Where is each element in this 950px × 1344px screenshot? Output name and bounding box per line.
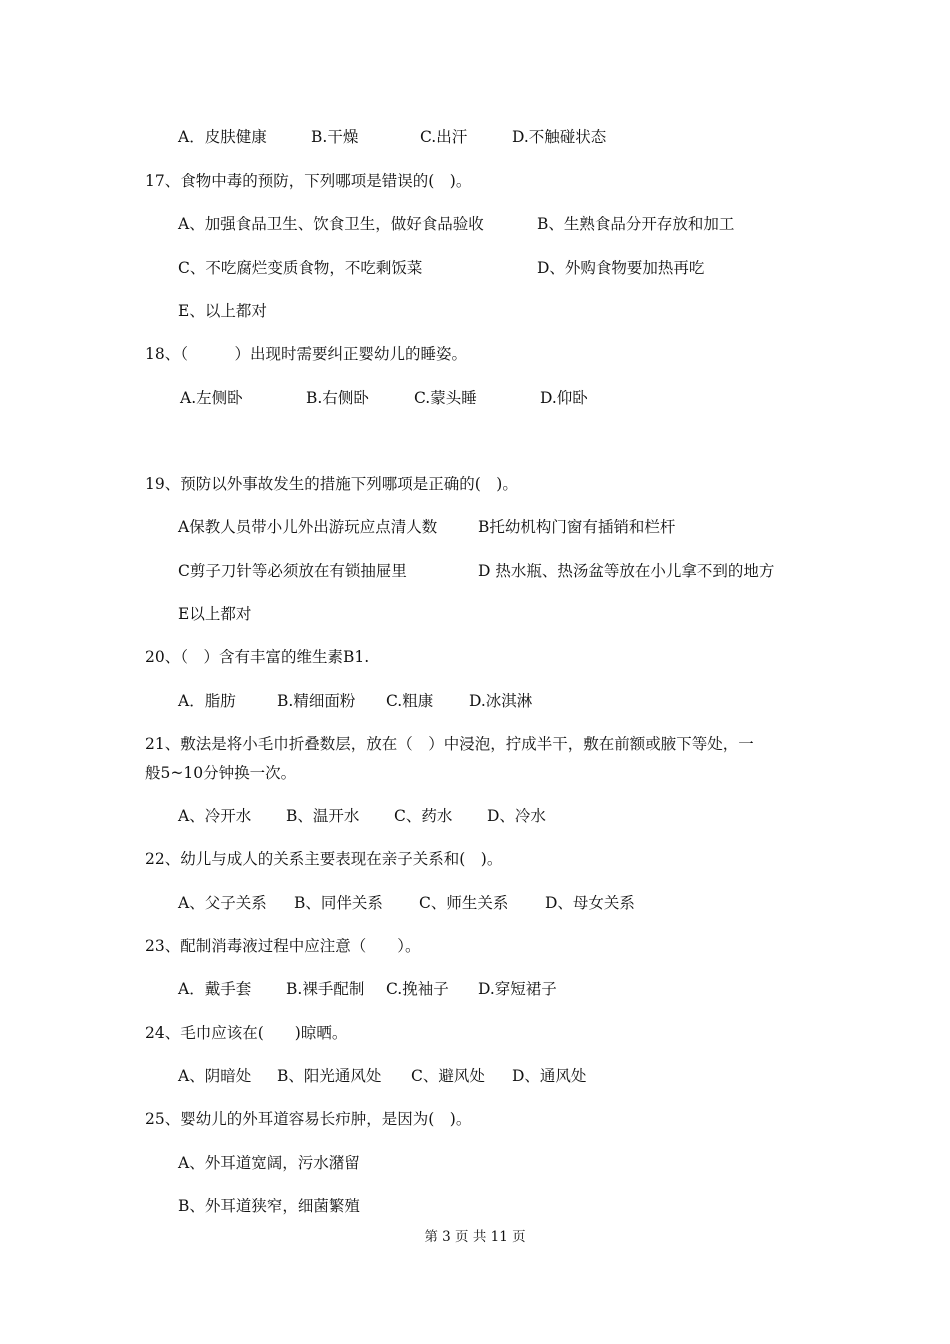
- q21-question-line1: 21、敷法是将小毛巾折叠数层，放在（ ）中浸泡，拧成半干，敷在前额或腋下等处，一: [145, 735, 754, 753]
- q22-option-a: A、父子关系: [178, 894, 267, 912]
- q17-option-b: B、生熟食品分开存放和加工: [537, 215, 735, 233]
- q16-option-d: D.不触碰状态: [512, 128, 607, 146]
- q19-question: 19、预防以外事故发生的措施下列哪项是正确的( )。: [145, 475, 518, 493]
- q19-option-b: B托幼机构门窗有插销和栏杆: [478, 518, 676, 536]
- q16-option-a: A．皮肤健康: [178, 128, 267, 146]
- q23-option-d: D.穿短裙子: [478, 980, 557, 998]
- q23-option-a: A．戴手套: [178, 980, 252, 998]
- q16-option-c: C.出汗: [420, 128, 468, 146]
- q21-option-a: A、冷开水: [178, 807, 252, 825]
- q24-option-b: B、阳光通风处: [277, 1067, 382, 1085]
- q18-option-d: D.仰卧: [540, 389, 588, 407]
- q20-option-c: C.粗康: [386, 692, 434, 710]
- q20-option-b: B.精细面粉: [277, 692, 356, 710]
- q22-question: 22、幼儿与成人的关系主要表现在亲子关系和( )。: [145, 850, 503, 868]
- q22-option-b: B、同伴关系: [294, 894, 383, 912]
- q23-question: 23、配制消毒液过程中应注意（ ）。: [145, 937, 421, 955]
- q23-option-c: C.挽袖子: [386, 980, 449, 998]
- q24-option-a: A、阴暗处: [178, 1067, 252, 1085]
- q16-option-b: B.干燥: [311, 128, 359, 146]
- q25-option-a: A、外耳道宽阔，污水潴留: [178, 1154, 360, 1172]
- q22-option-c: C、师生关系: [419, 894, 509, 912]
- q19-option-d: D 热水瓶、热汤盆等放在小儿拿不到的地方: [478, 562, 775, 580]
- q20-option-a: A．脂肪: [178, 692, 236, 710]
- q20-question: 20、（ ）含有丰富的维生素B1.: [145, 648, 370, 666]
- q17-option-a: A、加强食品卫生、饮食卫生，做好食品验收: [178, 215, 484, 233]
- q18-option-b: B.右侧卧: [306, 389, 369, 407]
- q25-question: 25、婴幼儿的外耳道容易长疖肿，是因为( )。: [145, 1110, 472, 1128]
- q17-question: 17、食物中毒的预防，下列哪项是错误的( )。: [145, 172, 472, 190]
- q19-option-c: C剪子刀针等必须放在有锁抽屉里: [178, 562, 407, 580]
- q19-option-e: E以上都对: [178, 605, 252, 623]
- q25-option-b: B、外耳道狭窄，细菌繁殖: [178, 1197, 360, 1215]
- q20-option-d: D.冰淇淋: [469, 692, 533, 710]
- q21-option-d: D、冷水: [487, 807, 546, 825]
- q17-option-e: E、以上都对: [178, 302, 267, 320]
- page-number-footer: 第 3 页 共 11 页: [424, 1229, 526, 1245]
- q23-option-b: B.裸手配制: [286, 980, 365, 998]
- q18-option-c: C.蒙头睡: [414, 389, 477, 407]
- q21-question-line2: 般5~10分钟换一次。: [145, 764, 297, 782]
- q17-option-c: C、不吃腐烂变质食物，不吃剩饭菜: [178, 259, 423, 277]
- q21-option-c: C、药水: [394, 807, 453, 825]
- q19-option-a: A保教人员带小儿外出游玩应点清人数: [178, 518, 438, 536]
- q22-option-d: D、母女关系: [545, 894, 635, 912]
- q24-option-c: C、避风处: [411, 1067, 485, 1085]
- q17-option-d: D、外购食物要加热再吃: [537, 259, 705, 277]
- q24-option-d: D、通风处: [512, 1067, 587, 1085]
- q21-option-b: B、温开水: [286, 807, 360, 825]
- q18-option-a: A.左侧卧: [180, 389, 243, 407]
- q24-question: 24、毛巾应该在( )晾晒。: [145, 1024, 348, 1042]
- q18-question: 18、（ ）出现时需要纠正婴幼儿的睡姿。: [145, 345, 467, 363]
